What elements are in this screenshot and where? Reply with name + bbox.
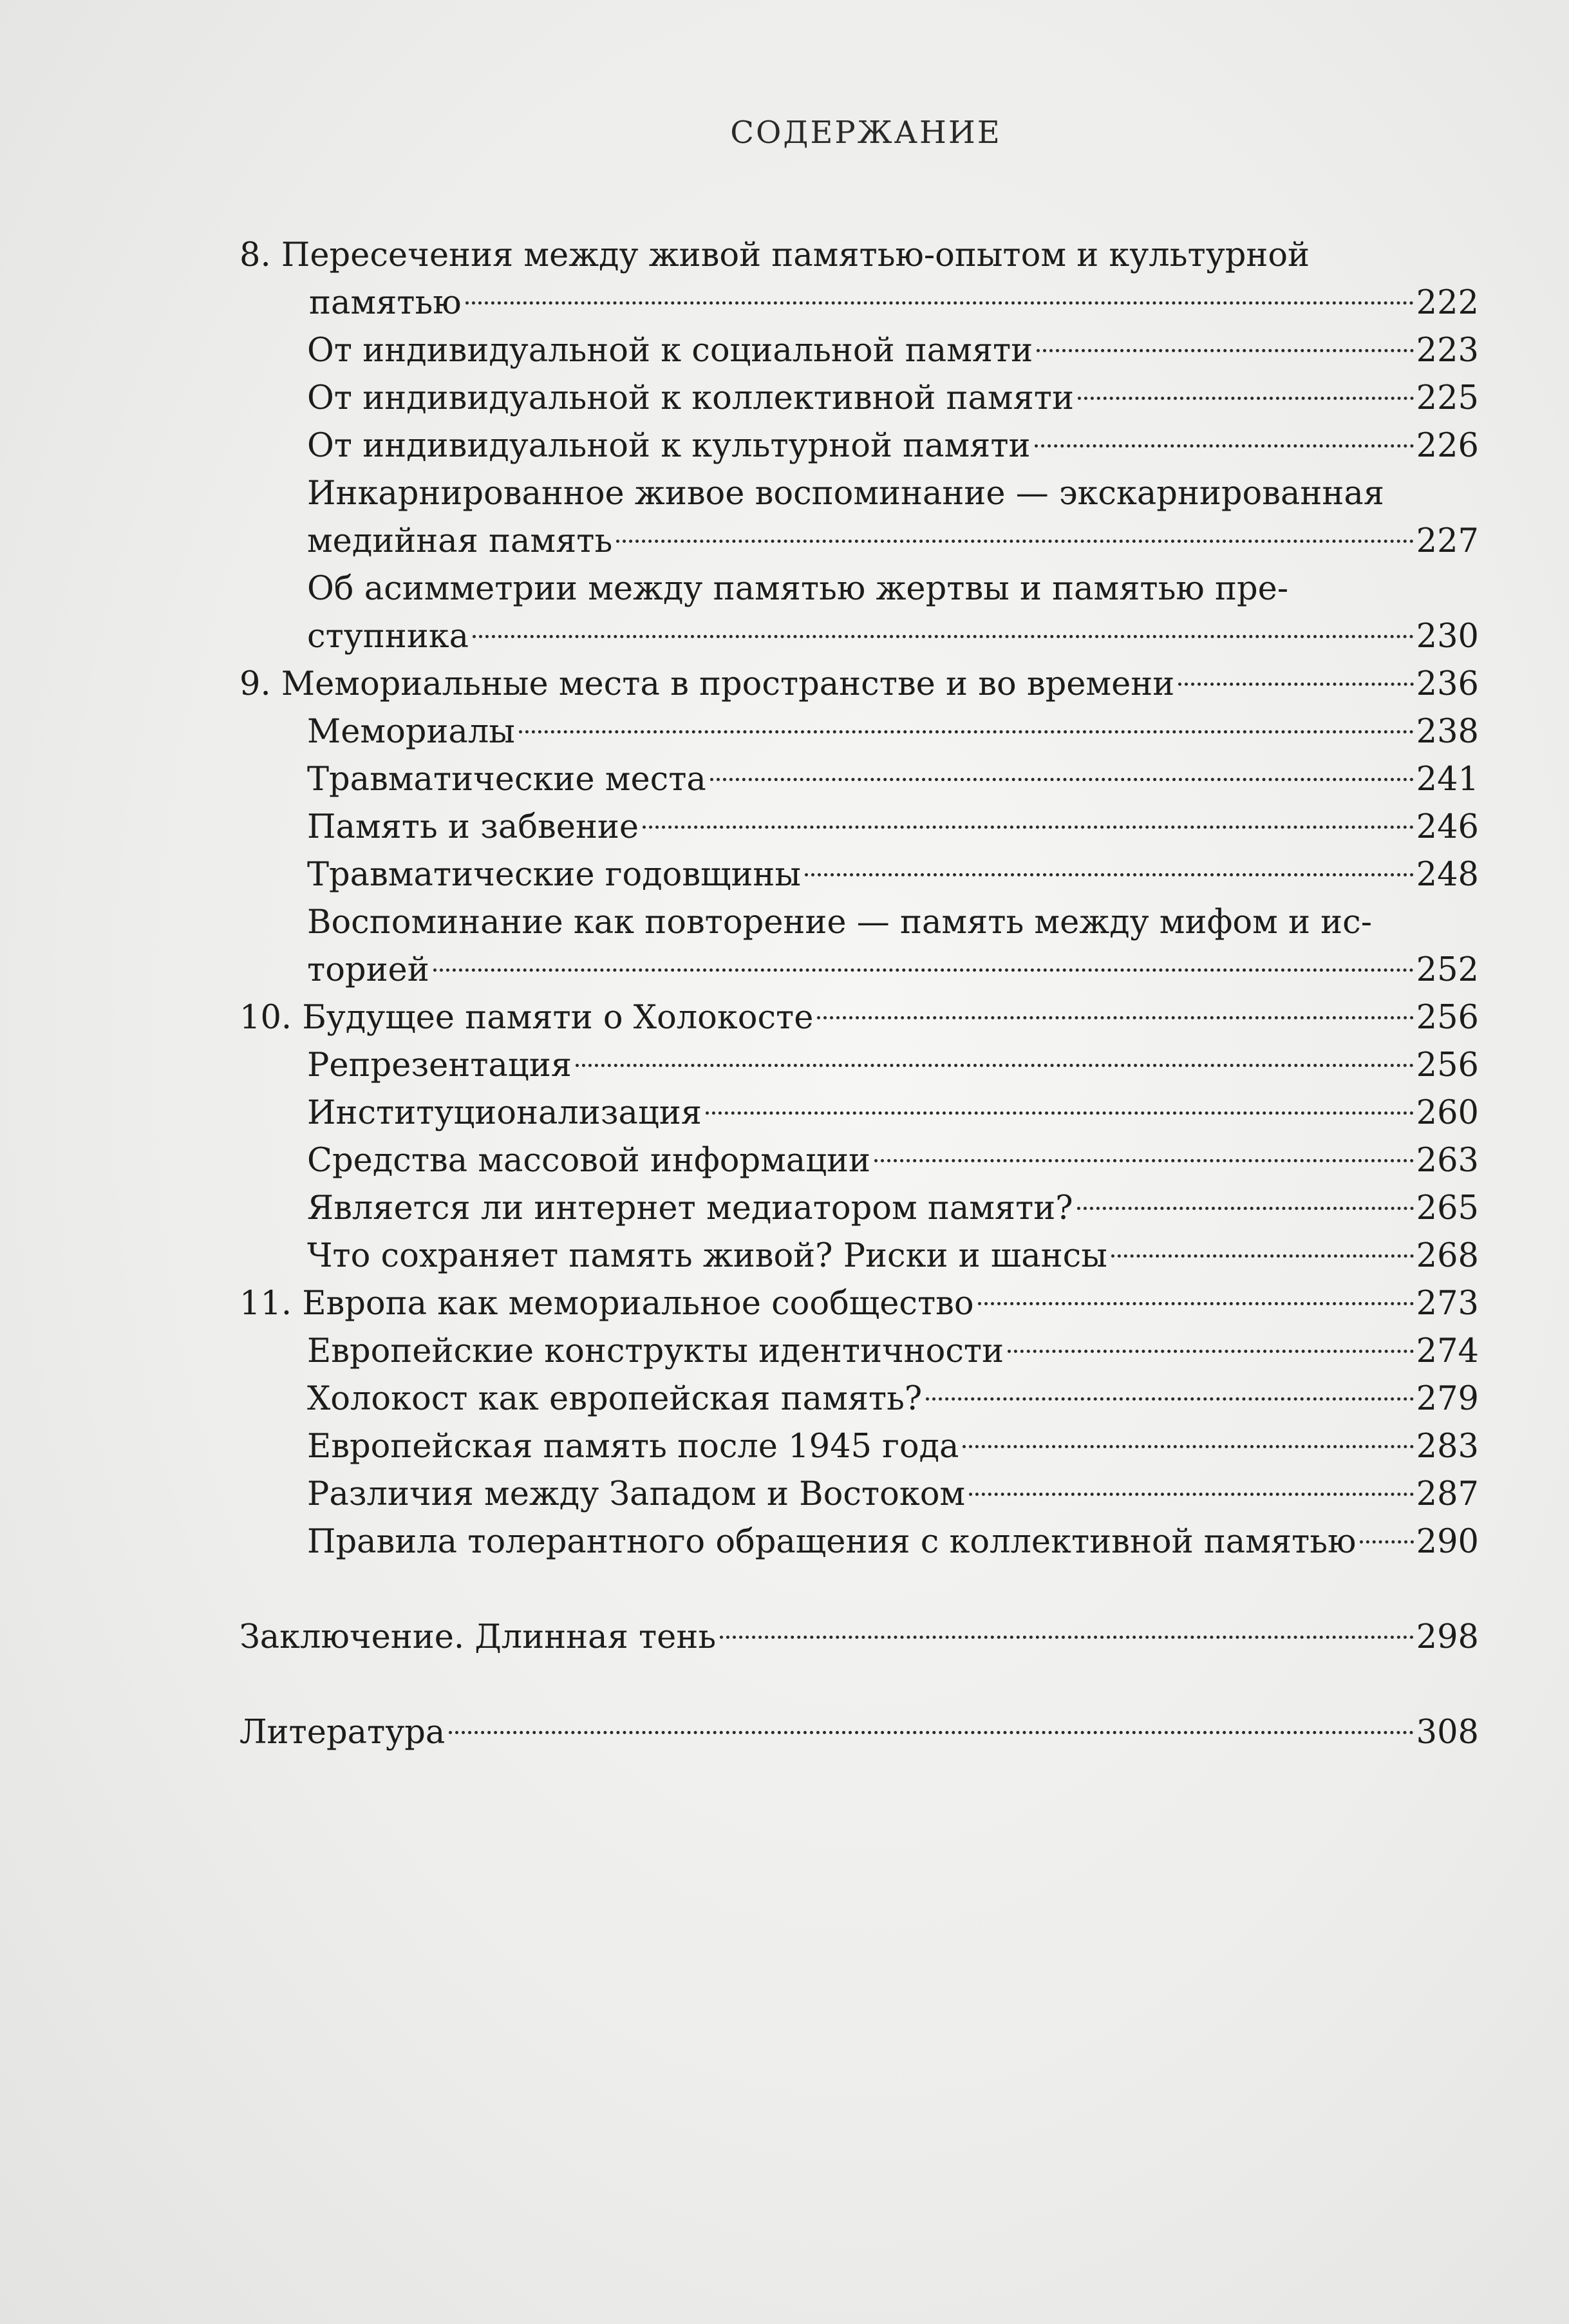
toc-page-number: 236: [1416, 665, 1479, 703]
toc-entry-text: Литература: [240, 1714, 446, 1752]
toc-entry: [307, 613, 1479, 661]
toc-entry-text: От индивидуальной к коллективной памяти: [307, 379, 1074, 417]
toc-entry-text: От индивидуальной к культурной памяти: [307, 427, 1031, 465]
dot-leader: [817, 1016, 1413, 1019]
toc-entry-text: Европейская память после 1945 года: [307, 1428, 959, 1466]
toc-entry-title: [307, 470, 1384, 518]
toc-entry-literature: [240, 1709, 1479, 1757]
toc-entry-text: 9. Мемориальные места в пространстве и во времени: [240, 665, 1175, 703]
toc-entry: [307, 1518, 1479, 1566]
dot-leader: [710, 778, 1414, 781]
toc-page-number: 260: [1416, 1094, 1479, 1132]
toc-page-number: 222: [1416, 284, 1479, 322]
toc-page-number: 223: [1416, 332, 1479, 370]
toc-page-number: 248: [1416, 856, 1479, 894]
dot-leader: [1077, 1207, 1414, 1210]
toc-entry: [307, 1423, 1479, 1471]
toc-entry: [307, 1090, 1479, 1137]
toc-entry: [307, 1185, 1479, 1233]
toc-entry-text: 8. Пересечения между живой памятью-опытом и культурной: [240, 236, 1310, 274]
toc-page-number: 274: [1416, 1332, 1479, 1370]
dot-leader: [926, 1397, 1413, 1401]
toc-entry-text: Травматические годовщины: [307, 856, 802, 894]
toc-entry-text: Воспоминание как повторение — память между мифом и ис-: [307, 903, 1372, 941]
dot-leader: [643, 826, 1414, 829]
dot-leader: [978, 1302, 1414, 1305]
toc-entry: [307, 327, 1479, 375]
toc-entry: [307, 1137, 1479, 1185]
toc-page-number: 227: [1416, 522, 1479, 560]
dot-leader: [805, 873, 1414, 876]
toc-entry-chapter-8-title: [240, 232, 1376, 279]
toc-page-number: 273: [1416, 1285, 1479, 1323]
dot-leader: [616, 540, 1413, 543]
toc-page-number: 230: [1416, 618, 1479, 656]
toc-entry-chapter-8: [309, 279, 1479, 327]
toc-entry-text: Память и забвение: [307, 808, 639, 846]
toc-page-number: 290: [1416, 1523, 1479, 1561]
toc-entry: [307, 1042, 1479, 1090]
dot-leader: [963, 1445, 1413, 1448]
dot-leader: [576, 1064, 1414, 1067]
toc-entry: [307, 1328, 1479, 1375]
dot-leader: [874, 1159, 1414, 1162]
toc-entry: [307, 756, 1479, 804]
toc-entry-chapter-9: [240, 661, 1479, 708]
toc-page-number: 268: [1416, 1237, 1479, 1275]
dot-leader: [473, 635, 1414, 638]
dot-leader: [1037, 349, 1413, 352]
toc-entry-chapter-11: [240, 1280, 1479, 1328]
toc-entry: [307, 518, 1479, 565]
toc-page-number: 256: [1416, 999, 1479, 1037]
toc-entry: [307, 947, 1479, 994]
toc-entry-text: Холокост как европейская память?: [307, 1380, 923, 1418]
toc-entry-text: Правила толерантного обращения с коллективной памятью: [307, 1523, 1357, 1561]
toc-entry-text: 10. Будущее памяти о Холокосте: [240, 999, 814, 1037]
toc-entry-title: [307, 565, 1376, 613]
toc-page-number: 225: [1416, 379, 1479, 417]
toc-page-number: 256: [1416, 1046, 1479, 1084]
toc-page-number: 226: [1416, 427, 1479, 465]
toc-entry-conclusion: [240, 1614, 1479, 1661]
toc-entry-text: Инкарнированное живое воспоминание — экскарнированная: [307, 475, 1384, 513]
toc-entry-text: Институционализация: [307, 1094, 702, 1132]
toc-page-number: 283: [1416, 1428, 1479, 1466]
toc-entry-text: торией: [307, 951, 429, 989]
dot-leader: [1008, 1350, 1414, 1353]
toc-page-number: 265: [1416, 1189, 1479, 1227]
toc-entry-text: Репрезентация: [307, 1046, 572, 1084]
toc-entry-text: Средства массовой информации: [307, 1142, 870, 1180]
dot-leader: [706, 1111, 1414, 1115]
dot-leader: [1078, 397, 1414, 400]
toc-page-number: 263: [1416, 1142, 1479, 1180]
toc-page-number: 298: [1416, 1618, 1479, 1656]
toc-page-number: 238: [1416, 713, 1479, 751]
dot-leader: [720, 1636, 1414, 1639]
toc-entry-text: Является ли интернет медиатором памяти?: [307, 1189, 1073, 1227]
dot-leader: [1035, 444, 1414, 448]
toc-entry-text: От индивидуальной к социальной памяти: [307, 332, 1033, 370]
dot-leader: [1178, 683, 1413, 686]
dot-leader: [1360, 1540, 1413, 1544]
toc-entry: [307, 708, 1479, 756]
toc-page-number: 287: [1416, 1475, 1479, 1513]
toc-entry: [307, 1375, 1479, 1423]
toc-entry: [307, 1471, 1479, 1518]
running-head: СОДЕРЖАНИЕ: [730, 115, 1002, 151]
toc-entry: [307, 804, 1479, 851]
toc-entry-text: Европейские конструкты идентичности: [307, 1332, 1004, 1370]
toc-entry-text: 11. Европа как мемориальное сообщество: [240, 1285, 974, 1323]
toc-entry-title: [307, 899, 1376, 947]
dot-leader: [969, 1493, 1414, 1496]
toc-entry-text: Заключение. Длинная тень: [240, 1618, 717, 1656]
dot-leader: [433, 968, 1414, 972]
toc-entry-text: медийная память: [307, 522, 613, 560]
toc-entry: [307, 851, 1479, 899]
toc-entry-text: ступника: [307, 618, 469, 656]
dot-leader: [465, 301, 1414, 305]
toc-page-number: 279: [1416, 1380, 1479, 1418]
toc-page-number: 246: [1416, 808, 1479, 846]
dot-leader: [1111, 1254, 1414, 1258]
toc-entry-text: Что сохраняет память живой? Риски и шансы: [307, 1237, 1107, 1275]
toc-entry-text: Травматические места: [307, 760, 706, 798]
dot-leader: [519, 730, 1414, 733]
toc-page-number: 308: [1416, 1714, 1479, 1752]
toc-entry-text: Различия между Западом и Востоком: [307, 1475, 966, 1513]
toc-page-number: 252: [1416, 951, 1479, 989]
toc-entry-text: Об асимметрии между памятью жертвы и памятью пре-: [307, 570, 1289, 608]
toc-entry: [307, 422, 1479, 470]
dot-leader: [449, 1731, 1413, 1734]
toc-entry-text: памятью: [309, 284, 462, 322]
toc-entry: [307, 375, 1479, 422]
toc-entry-chapter-10: [240, 994, 1479, 1042]
toc-entry: [307, 1233, 1479, 1280]
toc-page-number: 241: [1416, 760, 1479, 798]
toc-entry-text: Мемориалы: [307, 713, 515, 751]
